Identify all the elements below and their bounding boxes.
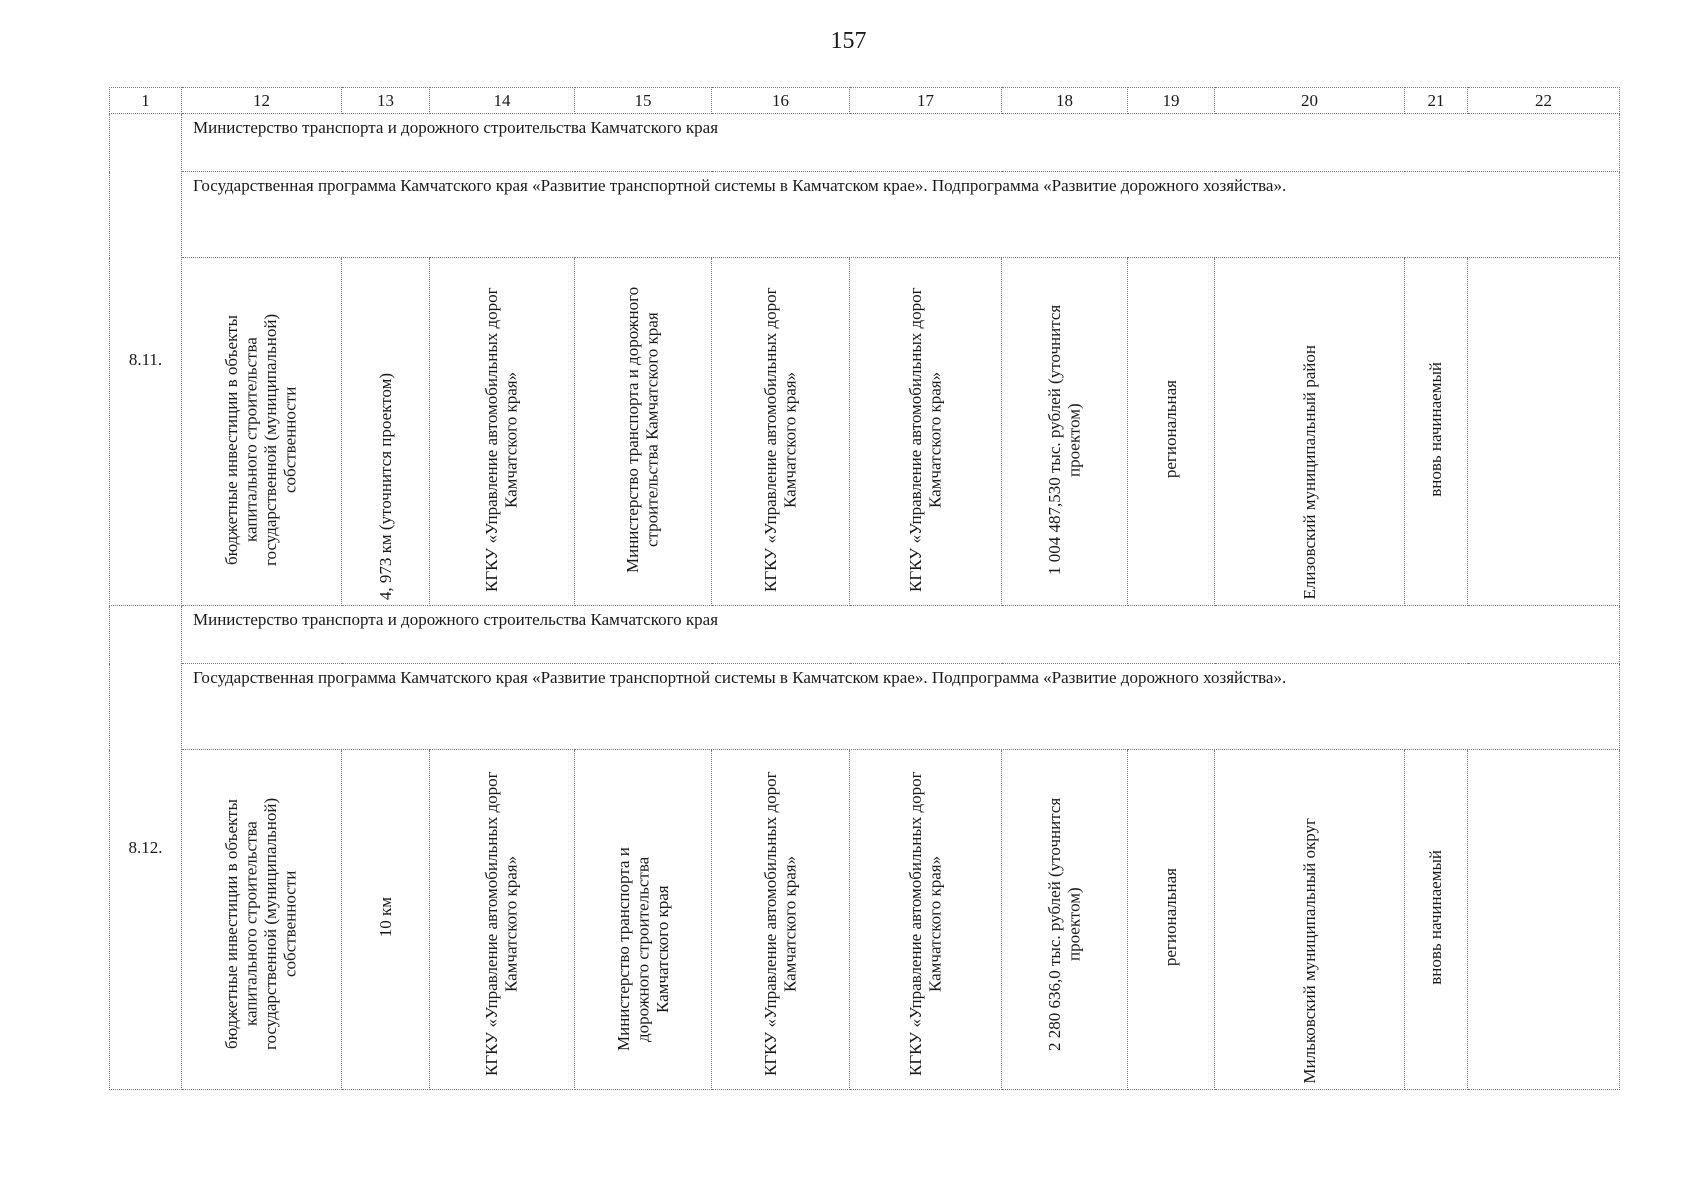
developer-cell — [712, 750, 850, 1090]
cost-cell — [1002, 750, 1128, 1090]
customer-cell — [430, 258, 575, 606]
header-cell: 16 — [712, 88, 850, 114]
cell-text: Елизовский муниципальный район — [1299, 345, 1319, 600]
header-cell: 13 — [342, 88, 430, 114]
cell-text: КГКУ «Управление автомобильных дорог Камчатского края» — [905, 771, 945, 1077]
ministry-cell: Министерство транспорта и дорожного строительства Камчатского края — [182, 606, 1620, 664]
header-cell: 17 — [850, 88, 1002, 114]
ownership-cell — [1128, 258, 1215, 606]
detail-row — [110, 750, 1620, 1090]
investment-type-cell — [182, 750, 342, 1090]
entry-number: 8.11. — [110, 114, 182, 606]
manager-cell — [575, 258, 712, 606]
cell-text: Министерство транспорта и дорожного строительства Камчатского края — [613, 847, 672, 1051]
cell-text: Мильковский муниципальный округ — [1299, 818, 1319, 1084]
manager-cell — [575, 750, 712, 1090]
empty-cell — [1468, 258, 1620, 606]
investment-table — [109, 87, 1620, 1090]
page-number: 157 — [830, 28, 867, 54]
cell-text: Министерство транспорта и дорожного строительства Камчатского края — [623, 286, 662, 574]
cell-text: бюджетные инвестиции в объекты капитального строительства государственной (муниципальной) собственности — [222, 313, 301, 567]
cell-text: региональная — [1161, 379, 1181, 479]
status-cell — [1405, 258, 1468, 606]
header-cell: 18 — [1002, 88, 1128, 114]
investment-type-cell — [182, 258, 342, 606]
entry-number: 8.12. — [110, 606, 182, 1090]
program-row — [110, 664, 1620, 750]
ministry-cell: Министерство транспорта и дорожного строительства Камчатского края — [182, 114, 1620, 172]
header-row — [110, 88, 1620, 114]
customer-cell — [430, 750, 575, 1090]
header-cell: 14 — [430, 88, 575, 114]
ministry-row — [110, 114, 1620, 172]
header-cell: 19 — [1128, 88, 1215, 114]
cost-cell — [1002, 258, 1128, 606]
developer-cell — [712, 258, 850, 606]
empty-cell — [1468, 750, 1620, 1090]
ownership-cell — [1128, 750, 1215, 1090]
cell-text: бюджетные инвестиции в объекты капитального строительства государственной (муниципальной) собственности — [222, 797, 301, 1051]
cell-text: 10 км — [375, 896, 395, 938]
cell-text: КГКУ «Управление автомобильных дорог Камчатского края» — [482, 771, 521, 1077]
detail-row — [110, 258, 1620, 606]
status-cell — [1405, 750, 1468, 1090]
cell-text: региональная — [1161, 867, 1181, 967]
cell-text: КГКУ «Управление автомобильных дорог Камчатского края» — [905, 287, 945, 593]
header-cell: 21 — [1405, 88, 1468, 114]
location-cell — [1215, 750, 1405, 1090]
cell-text: 4, 973 км (уточнится проектом) — [375, 372, 395, 600]
capacity-cell — [342, 750, 430, 1090]
builder-cell — [850, 258, 1002, 606]
cell-text: вновь начинаемый — [1426, 361, 1446, 497]
cell-text: КГКУ «Управление автомобильных дорог Камчатского края» — [482, 287, 521, 593]
program-cell: Государственная программа Камчатского края «Развитие транспортной системы в Камчатском крае». Подпрограмма «Развитие дорожного хозяйства». — [182, 664, 1620, 750]
header-cell: 22 — [1468, 88, 1620, 114]
cell-text: 1 004 487,530 тыс. рублей (уточнится проектом) — [1044, 304, 1084, 576]
header-cell: 20 — [1215, 88, 1405, 114]
cell-text: КГКУ «Управление автомобильных дорог Камчатского края» — [760, 771, 800, 1077]
program-row — [110, 172, 1620, 258]
header-cell: 12 — [182, 88, 342, 114]
header-cell: 15 — [575, 88, 712, 114]
program-cell: Государственная программа Камчатского края «Развитие транспортной системы в Камчатском крае». Подпрограмма «Развитие дорожного хозяйства». — [182, 172, 1620, 258]
cell-text: вновь начинаемый — [1426, 849, 1446, 985]
builder-cell — [850, 750, 1002, 1090]
header-cell: 1 — [110, 88, 182, 114]
capacity-cell — [342, 258, 430, 606]
ministry-row — [110, 606, 1620, 664]
cell-text: КГКУ «Управление автомобильных дорог Камчатского края» — [760, 287, 800, 593]
cell-text: 2 280 636,0 тыс. рублей (уточнится проектом) — [1044, 797, 1084, 1051]
location-cell — [1215, 258, 1405, 606]
